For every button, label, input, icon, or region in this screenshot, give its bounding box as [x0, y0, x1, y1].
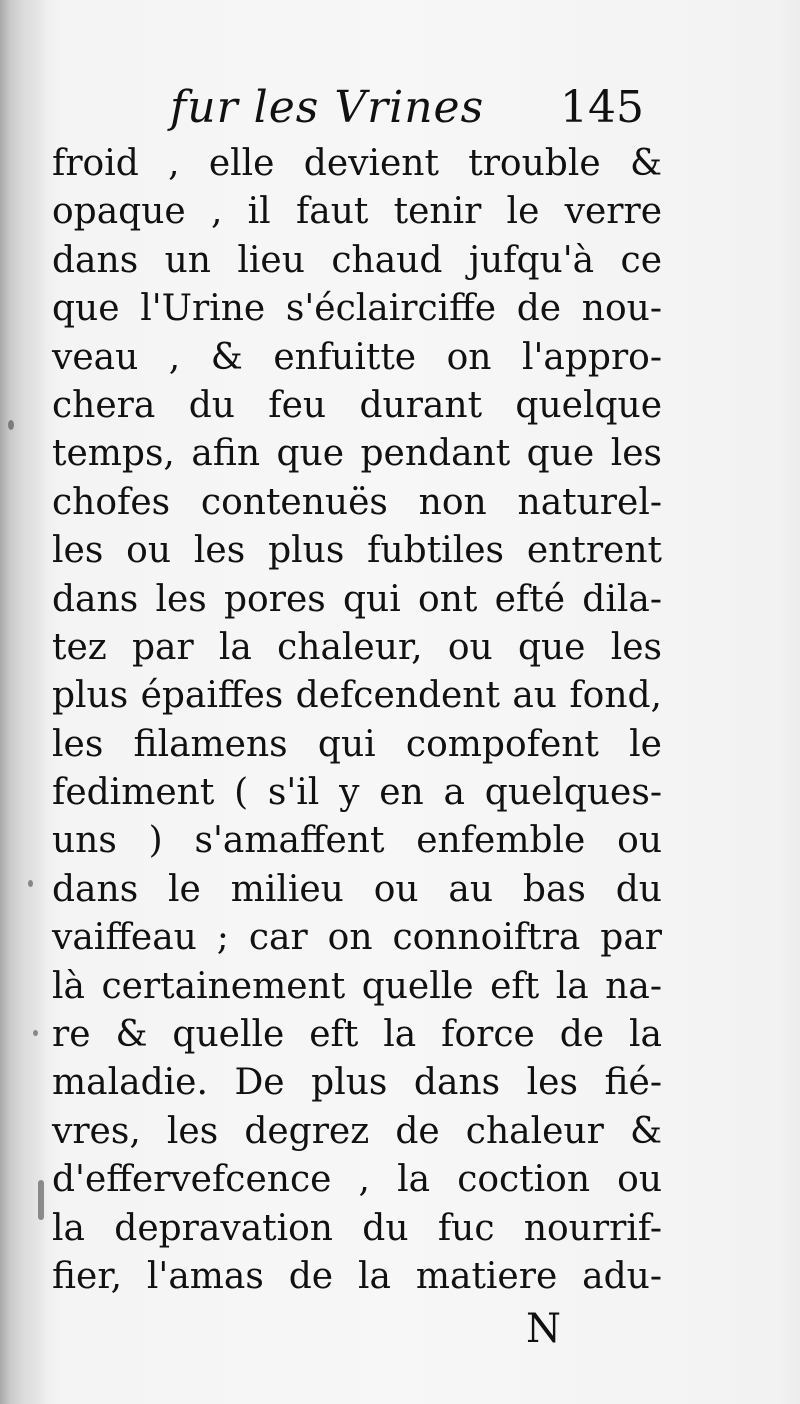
- text-line: veau , & enfuitte on l'appro-: [52, 336, 662, 378]
- text-line: temps, afin que pendant que les: [52, 433, 662, 475]
- text-line: dans le milieu ou au bas du: [52, 868, 662, 910]
- text-line: tez par la chaleur, ou que les: [52, 626, 662, 668]
- page-number: 145: [560, 82, 644, 133]
- text-line: là certainement quelle eft la na-: [52, 965, 662, 1007]
- ink-speck: [38, 1180, 44, 1220]
- text-line: la depravation du fuc nourrif-: [52, 1207, 662, 1249]
- text-line: plus épaiffes defcendent au fond,: [52, 675, 662, 717]
- text-line: fier, l'amas de la matiere adu-: [52, 1255, 662, 1297]
- text-line: uns ) s'amaffent enfemble ou: [52, 820, 662, 862]
- ink-speck: [33, 1030, 38, 1036]
- text-line: opaque , il faut tenir le verre: [52, 191, 662, 233]
- text-line: vres, les degrez de chaleur &: [52, 1110, 662, 1152]
- text-line: les ou les plus fubtiles entrent: [52, 530, 662, 572]
- text-line: dans un lieu chaud jufqu'à ce: [52, 239, 662, 281]
- running-head: [170, 82, 670, 144]
- text-line: d'effervefcence , la coction ou: [52, 1159, 662, 1201]
- text-line: chera du feu durant quelque: [52, 384, 662, 426]
- text-line: les filamens qui compofent le: [52, 723, 662, 765]
- text-line: que l'Urine s'éclairciffe de nou-: [52, 288, 662, 330]
- text-line: re & quelle eft la force de la: [52, 1014, 662, 1056]
- text-line: chofes contenuës non naturel-: [52, 481, 662, 523]
- text-line: fediment ( s'il y en a quelques-: [52, 772, 662, 814]
- running-title: fur les Vrines: [170, 82, 485, 133]
- ink-speck: [8, 420, 14, 430]
- signature-mark: N: [526, 1306, 561, 1352]
- text-line: vaiffeau ; car on connoiftra par: [52, 917, 662, 959]
- ink-speck: [28, 880, 33, 887]
- text-line: froid , elle devient trouble &: [52, 143, 662, 184]
- text-line: maladie. De plus dans les fié-: [52, 1062, 662, 1104]
- body-text: [52, 140, 662, 1301]
- text-line: dans les pores qui ont efté dila-: [52, 578, 662, 620]
